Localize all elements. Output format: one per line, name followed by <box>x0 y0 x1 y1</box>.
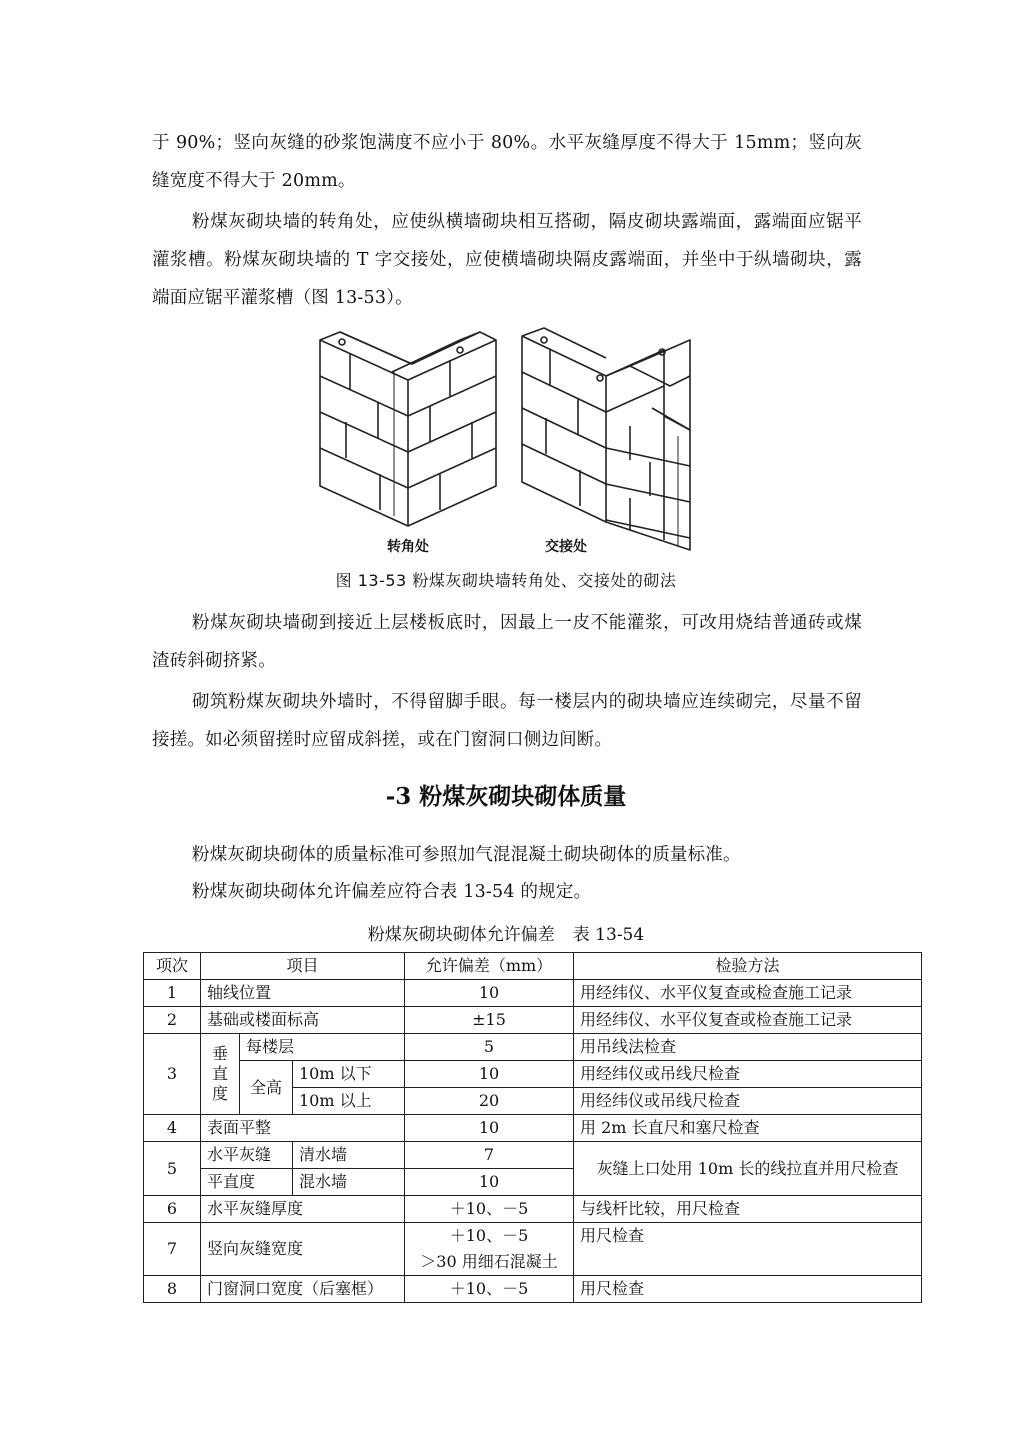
figure-block-wall-corner-junction <box>300 326 712 564</box>
deviation-table <box>143 952 922 1303</box>
cell-item: 水平灰缝厚度 <box>201 1196 405 1223</box>
cell-item: 每楼层 <box>240 1034 405 1061</box>
cell-deviation: 20 <box>405 1088 574 1115</box>
junction-wall-drawing <box>522 328 690 550</box>
cell-no: 7 <box>144 1223 201 1276</box>
paragraph-deviation-reference: 粉煤灰砌块砌体允许偏差应符合表 13-54 的规定。 <box>192 882 592 902</box>
cell-deviation: 5 <box>405 1034 574 1061</box>
cell-item: 竖向灰缝宽度 <box>201 1223 405 1276</box>
cell-deviation: 10 <box>405 1115 574 1142</box>
cell-no: 8 <box>144 1276 201 1303</box>
cell-method: 与线杆比较，用尺检查 <box>574 1196 922 1223</box>
paragraph-exterior-wall: 砌筑粉煤灰砌块外墙时，不得留脚手眼。每一楼层内的砌块墙应连续砌完，尽量不留接搓。如必须留搓时应留成斜搓，或在门窗洞口侧边间断。 <box>152 692 862 750</box>
corner-wall-drawing <box>320 332 496 526</box>
cell-item: 10m 以上 <box>293 1088 405 1115</box>
cell-no: 5 <box>144 1142 201 1196</box>
cell-method: 用吊线法检查 <box>574 1034 922 1061</box>
cell-method: 用尺检查 <box>574 1223 922 1276</box>
table-row <box>144 1142 922 1169</box>
table-row <box>144 1115 922 1142</box>
cell-no: 4 <box>144 1115 201 1142</box>
header-no: 项次 <box>144 953 201 980</box>
cell-item: 门窗洞口宽度（后塞框） <box>201 1276 405 1303</box>
cell-deviation: 10 <box>405 1169 574 1196</box>
cell-deviation: 10 <box>405 980 574 1007</box>
cell-group-line1: 水平灰缝 <box>201 1142 293 1169</box>
label-junction: 交接处 <box>545 539 587 555</box>
label-corner: 转角处 <box>387 539 429 555</box>
wall-diagram <box>300 326 712 564</box>
cell-method: 灰缝上口处用 10m 长的线拉直并用尺检查 <box>574 1142 922 1196</box>
cell-method: 用经纬仪或吊线尺检查 <box>574 1061 922 1088</box>
paragraph-corner-joints: 粉煤灰砌块墙的转角处，应使纵横墙砌块相互搭砌，隔皮砌块露端面，露端面应锯平灌浆槽。粉煤灰砌块墙的 T 字交接处，应使横墙砌块隔皮露端面，并坐中于纵墙砌块，露端面应锯平灌浆槽（图 13-53）。 <box>152 212 862 308</box>
header-method: 检验方法 <box>574 953 922 980</box>
header-deviation: 允许偏差（mm） <box>405 953 574 980</box>
cell-deviation: 7 <box>405 1142 574 1169</box>
table-row <box>144 1034 922 1061</box>
deviation-line2: ＞30 用细石混凝土 <box>420 1252 558 1271</box>
group-label-verticality: 垂 直 度 <box>211 1044 228 1103</box>
table-row <box>144 980 922 1007</box>
table-row <box>144 1196 922 1223</box>
figure-caption: 图 13-53 粉煤灰砌块墙转角处、交接处的砌法 <box>335 571 677 590</box>
cell-subgroup-full-height: 全高 <box>240 1061 293 1115</box>
table-number: 表 13-54 <box>572 925 645 945</box>
cell-item: 10m 以下 <box>293 1061 405 1088</box>
table-header-row <box>144 953 922 980</box>
table-row <box>144 1061 922 1088</box>
cell-deviation: ＋10、－5 <box>405 1276 574 1303</box>
table-title <box>0 920 1012 945</box>
cell-item: 清水墙 <box>293 1142 405 1169</box>
cell-item: 轴线位置 <box>201 980 405 1007</box>
cell-group-verticality <box>201 1034 240 1115</box>
cell-no: 2 <box>144 1007 201 1034</box>
table-row <box>144 1223 922 1276</box>
cell-method: 用经纬仪或吊线尺检查 <box>574 1088 922 1115</box>
table-row <box>144 1276 922 1303</box>
cell-deviation: ＋10、－5 <box>405 1196 574 1223</box>
paragraph-mortar-fullness: 于 90%；竖向灰缝的砂浆饱满度不应小于 80%。水平灰缝厚度不得大于 15mm；竖向灰缝宽度不得大于 20mm。 <box>152 133 862 191</box>
cell-group-line2: 平直度 <box>201 1169 293 1196</box>
deviation-line1: ＋10、－5 <box>449 1226 529 1245</box>
header-item: 项目 <box>201 953 405 980</box>
cell-method: 用经纬仪、水平仪复查或检查施工记录 <box>574 1007 922 1034</box>
cell-no: 6 <box>144 1196 201 1223</box>
cell-deviation <box>405 1223 574 1276</box>
table-title-name: 粉煤灰砌块砌体允许偏差 <box>367 925 555 945</box>
table-row <box>144 1007 922 1034</box>
cell-item: 表面平整 <box>201 1115 405 1142</box>
paragraph-top-course: 粉煤灰砌块墙砌到接近上层楼板底时，因最上一皮不能灌浆，可改用烧结普通砖或煤渣砖斜砌挤紧。 <box>152 613 862 671</box>
cell-item: 基础或楼面标高 <box>201 1007 405 1034</box>
cell-deviation: ±15 <box>405 1007 574 1034</box>
paragraph-quality-standard: 粉煤灰砌块砌体的质量标准可参照加气混混凝土砌块砌体的质量标准。 <box>192 845 741 865</box>
cell-item: 混水墙 <box>293 1169 405 1196</box>
cell-deviation: 10 <box>405 1061 574 1088</box>
cell-method: 用 2m 长直尺和塞尺检查 <box>574 1115 922 1142</box>
section-title: -3 粉煤灰砌块砌体质量 <box>385 783 627 810</box>
cell-method: 用尺检查 <box>574 1276 922 1303</box>
cell-no: 3 <box>144 1034 201 1115</box>
cell-no: 1 <box>144 980 201 1007</box>
cell-method: 用经纬仪、水平仪复查或检查施工记录 <box>574 980 922 1007</box>
